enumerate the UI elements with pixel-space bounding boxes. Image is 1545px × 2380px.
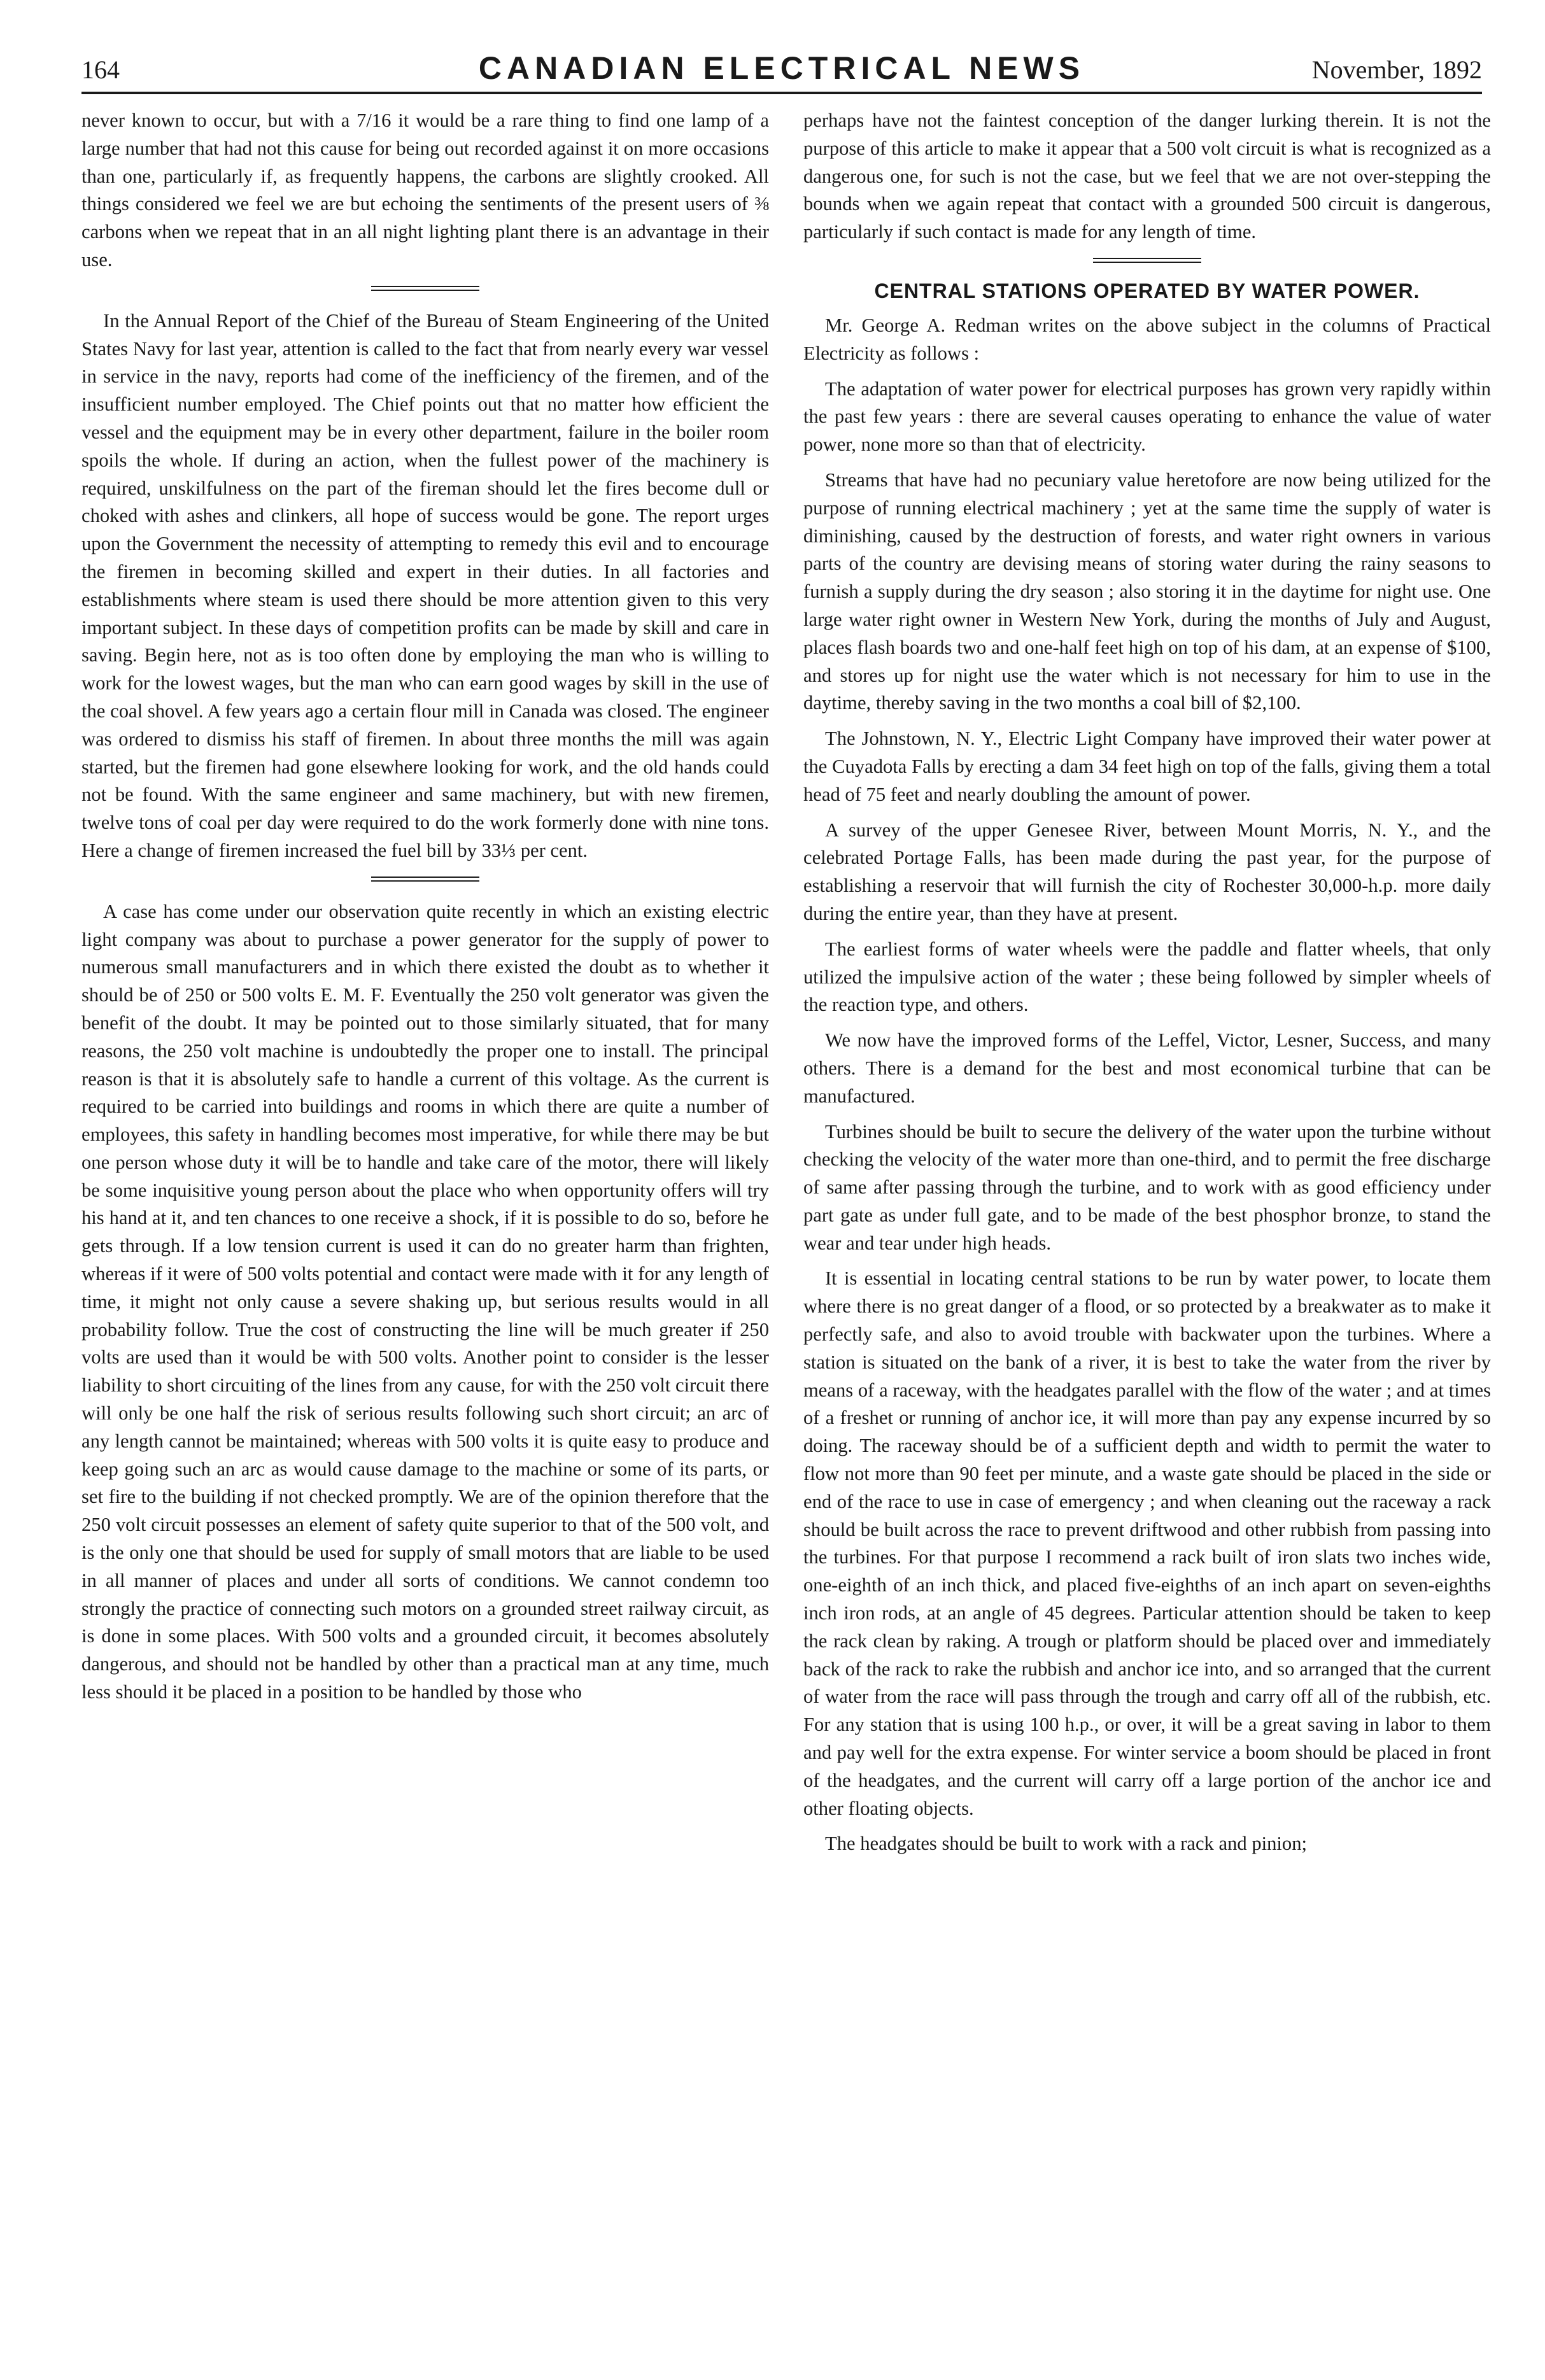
article-paragraph: The earliest forms of water wheels were the paddle and flatter wheels, that only utilized the impulsive action of the water ; these being followed by simpler wheels of the reaction type, and others.: [803, 938, 1491, 1016]
journal-title: CANADIAN ELECTRICAL NEWS: [478, 50, 1085, 86]
page-header: [81, 46, 1482, 94]
section-divider: [81, 282, 769, 295]
article-paragraph: In the Annual Report of the Chief of the Bureau of Steam Engineering of the United States Navy for last year, attention is called to the fact that from nearly every war vessel in service in the navy, reports had come of the inefficiency of the firemen, and of the insufficient number employed. The Chief points out that no matter how efficient the vessel and the equipment may be in every other department, failure in the boiler room spoils the whole. If during an action, when the fullest power of the machinery is required, unskilfulness on the part of the fireman should let the fires become dull or choked with ashes and clinkers, all hope of success would be gone. The report urges upon the Government the necessity of attempting to remedy this evil and to encourage the firemen in becoming skilled and expert in their duties. In all factories and establishments where steam is used there should be more attention given to this very important subject. In these days of competition profits can be made by skill and care in saving. Begin here, not as is too often done by employing the man who is willing to work for the lowest wages, but the man who can earn good wages by skill in the use of the coal shovel. A few years ago a certain flour mill in Canada was closed. The engineer was ordered to dismiss his staff of firemen. In about three months the mill was again started, but the firemen had gone elsewhere looking for work, and the old hands could not be found. With the same engineer and same machinery, but with new firemen, twelve tons of coal per day were required to do the work formerly done with nine tons. Here a change of firemen increased the fuel bill by 33⅓ per cent.: [81, 309, 769, 861]
article-paragraph: Turbines should be built to secure the delivery of the water upon the turbine without checking the velocity of the water more than one-third, and to permit the free discharge of same after passing through the turbine, and to work with as good efficiency under part gate as under full gate, and to be made of the best phosphor bronze, to stand the wear and tear under high heads.: [803, 1120, 1491, 1254]
section-divider: [81, 873, 769, 885]
article-paragraph: A survey of the upper Genesee River, between Mount Morris, N. Y., and the celebrated Portage Falls, has been made during the past year, for the purpose of establishing a reservoir that will furnish the city of Rochester 30,000-h.p. more daily during the entire year, than they have at present.: [803, 819, 1491, 924]
section-heading: CENTRAL STATIONS OPERATED BY WATER POWER.: [874, 279, 1420, 302]
right-column: [803, 107, 1491, 2348]
section-divider: [803, 254, 1491, 267]
article-paragraph: Streams that have had no pecuniary value heretofore are now being utilized for the purpose of running electrical machinery ; yet at the same time the supply of water is diminishing, caused by the destruction of forests, and water right owners in various parts of the country are devising means of storing water during the rainy seasons to furnish a supply during the dry season ; also storing it in the daytime for night use. One large water right owner in Western New York, during the months of July and August, places flash boards two and one-half feet high on top of his dam, at an expense of $100, and stores up for night use the water which is not necessary for him to use in the daytime, thereby saving in the two months a coal bill of $2,100.: [803, 468, 1491, 714]
issue-date: November, 1892: [1311, 55, 1482, 84]
article-paragraph: perhaps have not the faintest conception of the danger lurking therein. It is not the purpose of this article to make it appear that a 500 volt circuit is what is recognized as a dangerous one, for such is not the case, but we feel that we are not over-stepping the bounds when we again repeat that contact with a grounded 500 circuit is dangerous, particularly if such contact is made for any length of time.: [803, 109, 1491, 243]
page-number: 164: [81, 55, 120, 84]
article-paragraph: The adaptation of water power for electrical purposes has grown very rapidly within the past few years : there are several causes operating to enhance the value of water power, none more so than that of electricity.: [803, 377, 1491, 456]
article-paragraph: never known to occur, but with a 7/16 it would be a rare thing to find one lamp of a large number that had not this cause for being out recorded against it on more occasions than one, particularly if, as frequently happens, the carbons are slightly crooked. All things considered we feel we are but echoing the sentiments of the present users of ⅜ carbons when we repeat that in an all night lighting plant there is an advantage in their use.: [81, 109, 769, 271]
article-paragraph: A case has come under our observation quite recently in which an existing electric light company was about to purchase a power generator for the supply of power to numerous small manufacturers and in which there existed the doubt as to whether it should be of 250 or 500 volts E. M. F. Eventually the 250 volt generator was given the benefit of the doubt. It may be pointed out to those similarly situated, that for many reasons, the 250 volt machine is undoubtedly the proper one to install. The principal reason is that it is absolutely safe to handle a current of this voltage. As the current is required to be carried into buildings and rooms in which there are quite a number of employees, this safety in handling becomes most imperative, for while there may be but one person whose duty it will be to handle and take care of the motor, there will likely be some inquisitive young person about the place who when opportunity offers will try his hand at it, and ten chances to one receive a shock, if it is possible to do so, before he gets through. If a low tension current is used it can do no greater harm than frighten, whereas if it were of 500 volts potential and contact were made with it for any length of time, it might not only cause a severe shaking up, but serious results would in all probability follow. True the cost of constructing the line will be much greater if 250 volts are used than it would be with 500 volts. Another point to consider is the lesser liability to short circuiting of the lines from any cause, for with the 250 volt circuit there will only be one half the risk of serious results following such short circuit; an arc of any length cannot be maintained; whereas with 500 volts it is quite easy to produce and keep going such an arc as would cause damage to the machine or some of its parts, or set fire to the building if not checked promptly. We are of the opinion therefore that the 250 volt circuit possesses an element of safety quite superior to that of the 500 volt, and is the only one that should be used for supply of small motors that are liable to be used in all manner of places and under all sorts of conditions. We cannot condemn too strongly the practice of connecting such motors on a grounded street railway circuit, as is done in some places. With 500 volts and a grounded circuit, it becomes absolutely dangerous, and should not be handled by other than a practical man at any time, much less should it be placed in a position to be handled by those who: [81, 900, 769, 1703]
article-paragraph: The headgates should be built to work with a rack and pinion;: [825, 1833, 1308, 1855]
article-paragraph: Mr. George A. Redman writes on the above subject in the columns of Practical Electricity as follows :: [803, 314, 1491, 364]
left-column: [81, 107, 769, 2348]
article-paragraph: We now have the improved forms of the Leffel, Victor, Lesner, Success, and many others. There is a demand for the best and most economical turbine that can be manufactured.: [803, 1029, 1491, 1107]
article-paragraph: The Johnstown, N. Y., Electric Light Company have improved their water power at the Cuyadota Falls by erecting a dam 34 feet high on top of the falls, giving them a total head of 75 feet and nearly doubling the amount of power.: [803, 728, 1491, 805]
article-paragraph: It is essential in locating central stations to be run by water power, to locate them where there is no great danger of a flood, or so protected by a breakwater as to make it perfectly safe, and also to avoid trouble with backwater upon the turbines. Where a station is situated on the bank of a river, it is best to take the water from the river by means of a raceway, with the headgates parallel with the flow of the water ; and at times of a freshet or running of anchor ice, it will more than pay any expense incurred by so doing. The raceway should be of a sufficient depth and width to permit the water to flow not more than 90 feet per minute, and a waste gate should be placed in the side or end of the race to use in case of emergency ; and when cleaning out the raceway a rack should be built across the race to prevent driftwood and other rubbish from passing into the turbines. For that purpose I recommend a rack built of iron slats two inches wide, one-eighth of an inch thick, and placed five-eighths of an inch apart on seven-eighths inch iron rods, at an angle of 45 degrees. Particular attention should be taken to keep the rack clean by raking. A trough or platform should be placed over and immediately back of the rack to rake the rubbish and anchor ice into, and so arranged that the current of water from the race will pass through the trough and carry off all of the rubbish, etc. For any station that is using 100 h.p., or over, it will be a great saving in labor to them and pay well for the extra expense. For winter service a boom should be placed in front of the headgates, and the current will carry off a large portion of the anchor ice and other floating objects.: [803, 1267, 1491, 1819]
